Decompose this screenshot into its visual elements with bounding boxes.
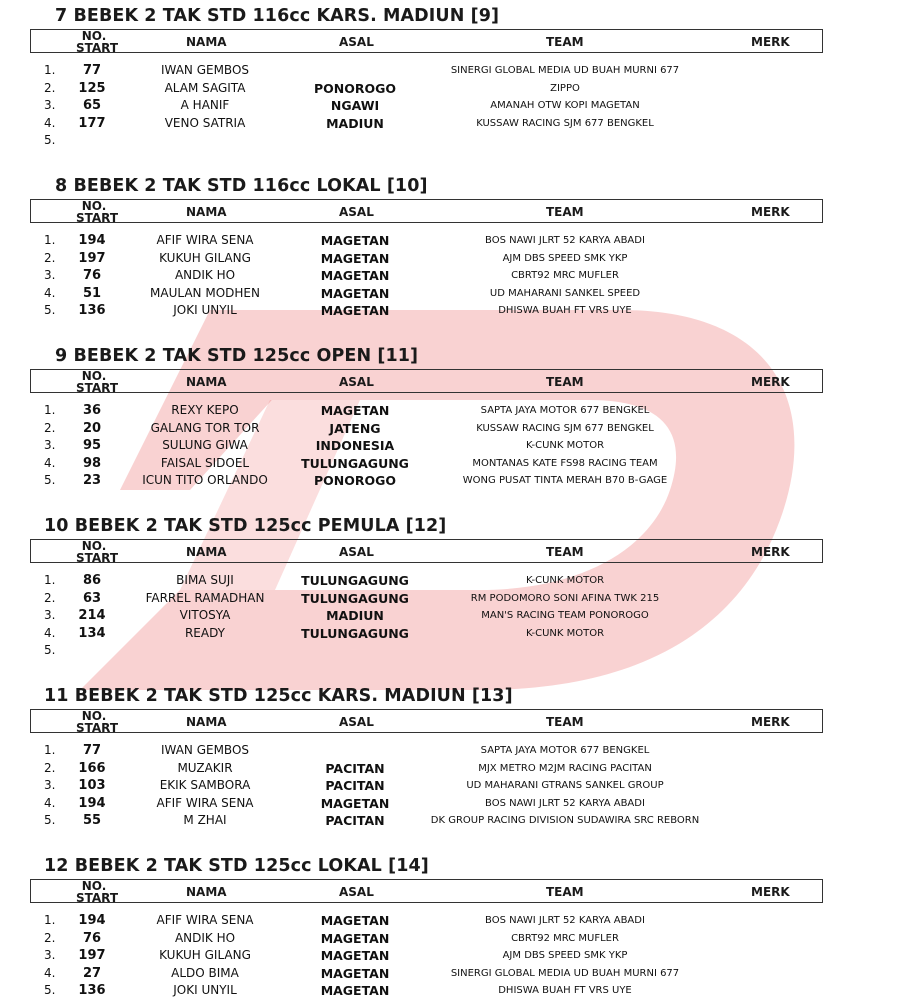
rider-name: AFIF WIRA SENA bbox=[156, 233, 254, 247]
team-name: ZIPPO bbox=[550, 82, 580, 94]
table-row bbox=[0, 608, 900, 625]
table-row bbox=[0, 966, 900, 983]
rider-name: ICUN TITO ORLANDO bbox=[142, 473, 268, 487]
team-name: K-CUNK MOTOR bbox=[525, 627, 605, 639]
table-row bbox=[0, 303, 900, 320]
start-number: 76 bbox=[82, 930, 102, 946]
rider-name: BIMA SUJI bbox=[176, 573, 234, 587]
header-nama: NAMA bbox=[186, 375, 227, 389]
rider-name: AFIF WIRA SENA bbox=[156, 795, 254, 810]
start-number: 23 bbox=[82, 473, 102, 488]
table-row bbox=[0, 438, 900, 455]
team-name: AJM DBS SPEED SMK YKP bbox=[502, 252, 628, 264]
header-team: TEAM bbox=[546, 885, 584, 899]
rider-name: IWAN GEMBOS bbox=[160, 63, 250, 77]
team-name: UD MAHARANI SANKEL SPEED bbox=[489, 287, 641, 299]
team-name: SAPTA JAYA MOTOR 677 BENGKEL bbox=[480, 745, 650, 756]
team-name: K-CUNK MOTOR bbox=[525, 575, 605, 586]
team-name: BOS NAWI JLRT 52 KARYA ABADI bbox=[485, 915, 645, 926]
rider-origin: MAGETAN bbox=[320, 303, 390, 318]
rider-name: VITOSYA bbox=[179, 608, 231, 622]
table-row bbox=[0, 63, 900, 80]
team-name: DK GROUP RACING DIVISION SUDAWIRA SRC REBORN bbox=[430, 815, 700, 826]
rider-name: A HANIF bbox=[180, 98, 230, 112]
row-number: 1. bbox=[44, 913, 56, 927]
row-number: 5. bbox=[44, 643, 56, 657]
row-number: 3. bbox=[44, 778, 56, 792]
table-header bbox=[30, 879, 823, 903]
start-number: 51 bbox=[82, 285, 102, 301]
team-name: KUSSAW RACING SJM 677 BENGKEL bbox=[476, 117, 654, 129]
team-name: CBRT92 MRC MUFLER bbox=[511, 932, 619, 944]
rider-name: ALAM SAGITA bbox=[164, 80, 246, 95]
header-no-start: NO. START bbox=[76, 29, 119, 55]
header-merk: MERK bbox=[751, 375, 790, 389]
team-name: AJM DBS SPEED SMK YKP bbox=[502, 950, 628, 961]
row-number: 3. bbox=[44, 608, 56, 622]
section-title: 9 BEBEK 2 TAK STD 125cc OPEN [11] bbox=[55, 346, 419, 366]
start-number: 136 bbox=[78, 303, 106, 318]
rider-origin: MAGETAN bbox=[320, 403, 390, 418]
header-no-start: NO. START bbox=[76, 539, 119, 565]
rider-name: KUKUH GILANG bbox=[159, 250, 251, 265]
section-title: 8 BEBEK 2 TAK STD 116cc LOKAL [10] bbox=[55, 176, 428, 196]
row-number: 4. bbox=[44, 625, 56, 640]
row-number: 5. bbox=[44, 303, 56, 317]
team-name: WONG PUSAT TINTA MERAH B70 B-GAGE bbox=[462, 475, 668, 486]
table-row bbox=[0, 761, 900, 778]
rider-origin: TULUNGAGUNG bbox=[301, 455, 409, 471]
team-name: AMANAH OTW KOPI MAGETAN bbox=[490, 100, 640, 111]
row-number: 4. bbox=[44, 455, 56, 470]
header-no-start: NO. START bbox=[76, 199, 119, 225]
start-number: 20 bbox=[82, 420, 102, 436]
rider-origin: MAGETAN bbox=[320, 948, 390, 963]
header-nama: NAMA bbox=[186, 35, 227, 49]
table-row bbox=[0, 778, 900, 795]
row-number: 5. bbox=[44, 473, 56, 487]
table-row bbox=[0, 913, 900, 930]
table-row bbox=[0, 796, 900, 813]
table-row bbox=[0, 473, 900, 490]
row-number: 2. bbox=[44, 80, 56, 95]
header-merk: MERK bbox=[751, 35, 790, 49]
header-nama: NAMA bbox=[186, 205, 227, 219]
start-number: 77 bbox=[82, 743, 102, 758]
team-name: CBRT92 MRC MUFLER bbox=[511, 270, 619, 281]
rider-origin: MAGETAN bbox=[320, 250, 390, 266]
team-name: MJX METRO M2JM RACING PACITAN bbox=[478, 762, 652, 774]
header-team: TEAM bbox=[546, 375, 584, 389]
header-asal: ASAL bbox=[339, 205, 374, 219]
table-header bbox=[30, 369, 823, 393]
row-number: 3. bbox=[44, 948, 56, 962]
rider-name: AFIF WIRA SENA bbox=[156, 913, 254, 927]
start-number: 214 bbox=[78, 608, 106, 623]
row-number: 1. bbox=[44, 743, 56, 757]
section-title: 11 BEBEK 2 TAK STD 125cc KARS. MADIUN [13] bbox=[44, 686, 513, 706]
rider-name: SULUNG GIWA bbox=[162, 438, 248, 452]
rider-origin: PONOROGO bbox=[313, 80, 396, 96]
rider-name: MAULAN MODHEN bbox=[150, 285, 260, 300]
rider-name: MUZAKIR bbox=[177, 760, 233, 775]
table-row bbox=[0, 983, 900, 1000]
rider-origin: TULUNGAGUNG bbox=[301, 625, 409, 641]
start-number: 63 bbox=[82, 590, 102, 606]
header-team: TEAM bbox=[546, 545, 584, 559]
header-nama: NAMA bbox=[186, 715, 227, 729]
rider-origin: NGAWI bbox=[330, 98, 380, 113]
table-row bbox=[0, 133, 900, 150]
start-number: 197 bbox=[78, 948, 106, 963]
start-number: 197 bbox=[78, 250, 106, 266]
row-number: 4. bbox=[44, 795, 56, 810]
start-number: 125 bbox=[78, 80, 106, 96]
header-merk: MERK bbox=[751, 885, 790, 899]
row-number: 4. bbox=[44, 285, 56, 300]
start-number: 36 bbox=[82, 403, 102, 418]
row-number: 2. bbox=[44, 760, 56, 775]
team-name: RM PODOMORO SONI AFINA TWK 215 bbox=[470, 592, 660, 604]
header-asal: ASAL bbox=[339, 885, 374, 899]
team-name: MAN'S RACING TEAM PONOROGO bbox=[481, 610, 649, 621]
row-number: 4. bbox=[44, 115, 56, 130]
rider-origin: MAGETAN bbox=[320, 268, 390, 283]
rider-origin: TULUNGAGUNG bbox=[301, 590, 409, 606]
rider-origin: PACITAN bbox=[325, 778, 385, 793]
row-number: 1. bbox=[44, 403, 56, 417]
team-name: DHISWA BUAH FT VRS UYE bbox=[498, 985, 632, 996]
rider-name: EKIK SAMBORA bbox=[159, 778, 251, 792]
start-number: 194 bbox=[78, 795, 106, 811]
start-number: 98 bbox=[82, 455, 102, 471]
rider-origin: MAGETAN bbox=[320, 930, 390, 946]
row-number: 3. bbox=[44, 268, 56, 282]
table-row bbox=[0, 931, 900, 948]
team-name: K-CUNK MOTOR bbox=[525, 440, 605, 451]
team-name: BOS NAWI JLRT 52 KARYA ABADI bbox=[485, 235, 645, 246]
header-asal: ASAL bbox=[339, 375, 374, 389]
team-name: UD MAHARANI GTRANS SANKEL GROUP bbox=[466, 780, 664, 791]
start-number: 86 bbox=[82, 573, 102, 588]
team-name: KUSSAW RACING SJM 677 BENGKEL bbox=[476, 422, 654, 434]
rider-name: KUKUH GILANG bbox=[159, 948, 251, 962]
table-row bbox=[0, 81, 900, 98]
header-no-start: NO. START bbox=[76, 709, 119, 735]
row-number: 3. bbox=[44, 98, 56, 112]
header-merk: MERK bbox=[751, 545, 790, 559]
table-row bbox=[0, 573, 900, 590]
row-number: 3. bbox=[44, 438, 56, 452]
table-row bbox=[0, 643, 900, 660]
start-number: 103 bbox=[78, 778, 106, 793]
rider-name: IWAN GEMBOS bbox=[160, 743, 250, 757]
team-name: SINERGI GLOBAL MEDIA UD BUAH MURNI 677 bbox=[450, 967, 680, 979]
rider-origin: PONOROGO bbox=[313, 473, 396, 488]
rider-name: ANDIK HO bbox=[174, 268, 236, 282]
row-number: 5. bbox=[44, 133, 56, 147]
team-name: BOS NAWI JLRT 52 KARYA ABADI bbox=[485, 797, 645, 809]
header-team: TEAM bbox=[546, 715, 584, 729]
rider-origin: MAGETAN bbox=[320, 983, 390, 998]
start-number: 177 bbox=[78, 115, 106, 131]
start-number: 194 bbox=[78, 913, 106, 928]
table-row bbox=[0, 591, 900, 608]
section-title: 12 BEBEK 2 TAK STD 125cc LOKAL [14] bbox=[44, 856, 429, 876]
rider-origin: TULUNGAGUNG bbox=[301, 573, 409, 588]
table-header bbox=[30, 709, 823, 733]
start-number: 27 bbox=[82, 965, 102, 981]
rider-origin: PACITAN bbox=[325, 813, 385, 828]
start-number: 55 bbox=[82, 813, 102, 828]
row-number: 5. bbox=[44, 983, 56, 997]
table-header bbox=[30, 539, 823, 563]
table-row bbox=[0, 456, 900, 473]
header-nama: NAMA bbox=[186, 545, 227, 559]
row-number: 4. bbox=[44, 965, 56, 980]
section-title: 10 BEBEK 2 TAK STD 125cc PEMULA [12] bbox=[44, 516, 447, 536]
table-header bbox=[30, 29, 823, 53]
table-row bbox=[0, 116, 900, 133]
start-number: 166 bbox=[78, 760, 106, 776]
rider-name: JOKI UNYIL bbox=[173, 983, 237, 997]
header-asal: ASAL bbox=[339, 715, 374, 729]
table-row bbox=[0, 268, 900, 285]
rider-origin: MAGETAN bbox=[320, 795, 390, 811]
rider-name: M ZHAI bbox=[183, 813, 227, 827]
header-no-start: NO. START bbox=[76, 879, 119, 905]
rider-name: GALANG TOR TOR bbox=[150, 420, 260, 435]
team-name: SINERGI GLOBAL MEDIA UD BUAH MURNI 677 bbox=[450, 65, 680, 76]
table-row bbox=[0, 421, 900, 438]
row-number: 2. bbox=[44, 590, 56, 605]
table-row bbox=[0, 233, 900, 250]
rider-origin: MAGETAN bbox=[320, 913, 390, 928]
rider-origin: JATENG bbox=[329, 420, 381, 436]
table-header bbox=[30, 199, 823, 223]
start-number: 194 bbox=[78, 233, 106, 248]
rider-origin: MAGETAN bbox=[320, 233, 390, 248]
table-row bbox=[0, 98, 900, 115]
row-number: 2. bbox=[44, 420, 56, 435]
team-name: MONTANAS KATE FS98 RACING TEAM bbox=[472, 457, 658, 469]
row-number: 1. bbox=[44, 233, 56, 247]
table-row bbox=[0, 626, 900, 643]
row-number: 1. bbox=[44, 63, 56, 77]
header-asal: ASAL bbox=[339, 35, 374, 49]
rider-origin: MAGETAN bbox=[320, 285, 390, 301]
header-merk: MERK bbox=[751, 715, 790, 729]
rider-name: ANDIK HO bbox=[174, 930, 236, 945]
header-team: TEAM bbox=[546, 35, 584, 49]
rider-name: FAISAL SIDOEL bbox=[160, 455, 250, 470]
start-number: 136 bbox=[78, 983, 106, 998]
rider-name: READY bbox=[184, 625, 226, 640]
row-number: 1. bbox=[44, 573, 56, 587]
rider-name: ALDO BIMA bbox=[171, 965, 239, 980]
header-asal: ASAL bbox=[339, 545, 374, 559]
row-number: 5. bbox=[44, 813, 56, 827]
start-number: 76 bbox=[82, 268, 102, 283]
team-name: SAPTA JAYA MOTOR 677 BENGKEL bbox=[480, 405, 650, 416]
table-row bbox=[0, 813, 900, 830]
rider-origin: INDONESIA bbox=[315, 438, 395, 453]
rider-name: JOKI UNYIL bbox=[173, 303, 237, 317]
table-row bbox=[0, 251, 900, 268]
header-no-start: NO. START bbox=[76, 369, 119, 395]
rider-name: VENO SATRIA bbox=[164, 115, 246, 130]
start-number: 77 bbox=[82, 63, 102, 78]
start-number: 134 bbox=[78, 625, 106, 641]
row-number: 2. bbox=[44, 930, 56, 945]
header-nama: NAMA bbox=[186, 885, 227, 899]
table-row bbox=[0, 403, 900, 420]
table-row bbox=[0, 948, 900, 965]
header-merk: MERK bbox=[751, 205, 790, 219]
team-name: DHISWA BUAH FT VRS UYE bbox=[498, 305, 632, 316]
table-row bbox=[0, 286, 900, 303]
header-team: TEAM bbox=[546, 205, 584, 219]
rider-origin: MAGETAN bbox=[320, 965, 390, 981]
rider-origin: MADIUN bbox=[326, 608, 384, 623]
start-number: 65 bbox=[82, 98, 102, 113]
rider-origin: MADIUN bbox=[326, 115, 384, 131]
rider-name: REXY KEPO bbox=[171, 403, 239, 417]
rider-origin: PACITAN bbox=[325, 760, 385, 776]
rider-name: FARREL RAMADHAN bbox=[145, 590, 265, 605]
start-number: 95 bbox=[82, 438, 102, 453]
row-number: 2. bbox=[44, 250, 56, 265]
table-row bbox=[0, 743, 900, 760]
section-title: 7 BEBEK 2 TAK STD 116cc KARS. MADIUN [9] bbox=[55, 6, 500, 26]
